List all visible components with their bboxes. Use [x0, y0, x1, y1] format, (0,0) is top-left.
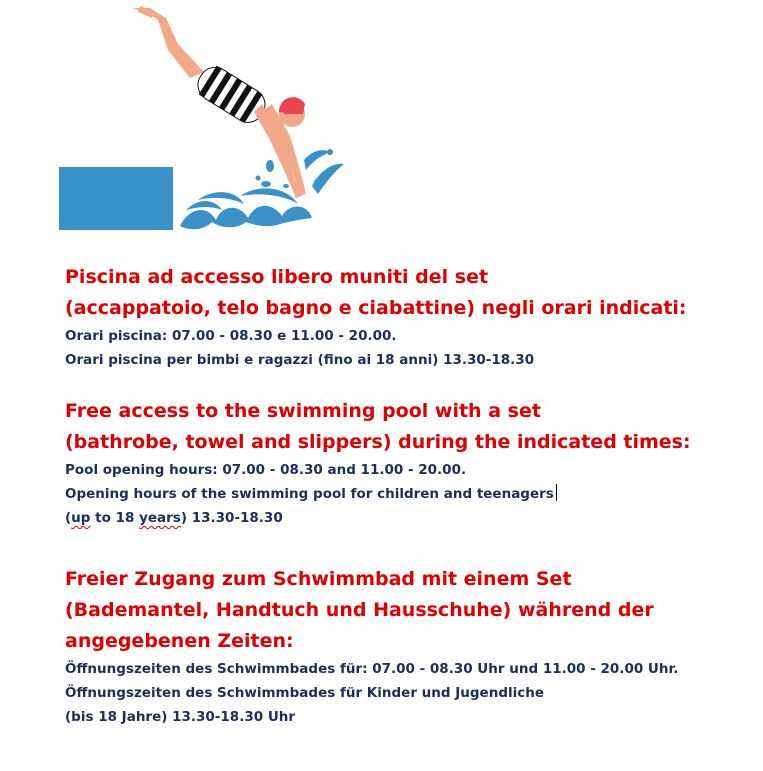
german-heading-line1: Freier Zugang zum Schwimmbad mit einem Set — [65, 568, 572, 590]
spellcheck-word-up[interactable]: up — [71, 510, 91, 526]
german-heading-line3: angegebenen Zeiten: — [65, 630, 294, 652]
italian-children-hours: Orari piscina per bimbi e ragazzi (fino ai 18 anni) 13.30-18.30 — [65, 352, 535, 368]
english-hours: Pool opening hours: 07.00 - 08.30 and 11.00 - 20.00. — [65, 462, 467, 478]
italian-section — [65, 262, 687, 372]
english-heading-line2: (bathrobe, towel and slippers) during the indicated times: — [65, 431, 691, 453]
english-heading-line1: Free access to the swimming pool with a set — [65, 400, 541, 422]
english-children-rest: ) 13.30-18.30 — [180, 510, 283, 526]
english-section — [65, 396, 691, 530]
italian-heading-line1: Piscina ad accesso libero muniti del set — [65, 266, 489, 288]
english-children-space: to 18 — [90, 510, 140, 526]
german-children-line1: Öffnungszeiten des Schwimmbades für Kinder und Jugendliche — [65, 685, 545, 701]
german-section — [65, 564, 678, 729]
swimmer-illustration — [0, 0, 380, 240]
english-children-open: ( — [65, 510, 72, 526]
german-heading-line2: (Bademantel, Handtuch und Hausschuhe) während der — [65, 599, 654, 621]
english-children-line2 — [65, 506, 691, 530]
german-hours: Öffnungszeiten des Schwimmbades für: 07.00 - 08.30 Uhr und 11.00 - 20.00 Uhr. — [65, 661, 679, 677]
italian-heading-line2: (accappatoio, telo bagno e ciabattine) negli orari indicati: — [65, 297, 687, 319]
english-children-line1-text: Opening hours of the swimming pool for children and teenagers — [65, 486, 554, 502]
text-cursor — [556, 484, 557, 501]
water-splash-icon — [0, 0, 380, 240]
spellcheck-word-years[interactable]: years — [139, 510, 181, 526]
english-children-line1 — [65, 482, 691, 506]
italian-hours: Orari piscina: 07.00 - 08.30 e 11.00 - 20.00. — [65, 328, 397, 344]
german-children-line2: (bis 18 Jahre) 13.30-18.30 Uhr — [65, 709, 296, 725]
